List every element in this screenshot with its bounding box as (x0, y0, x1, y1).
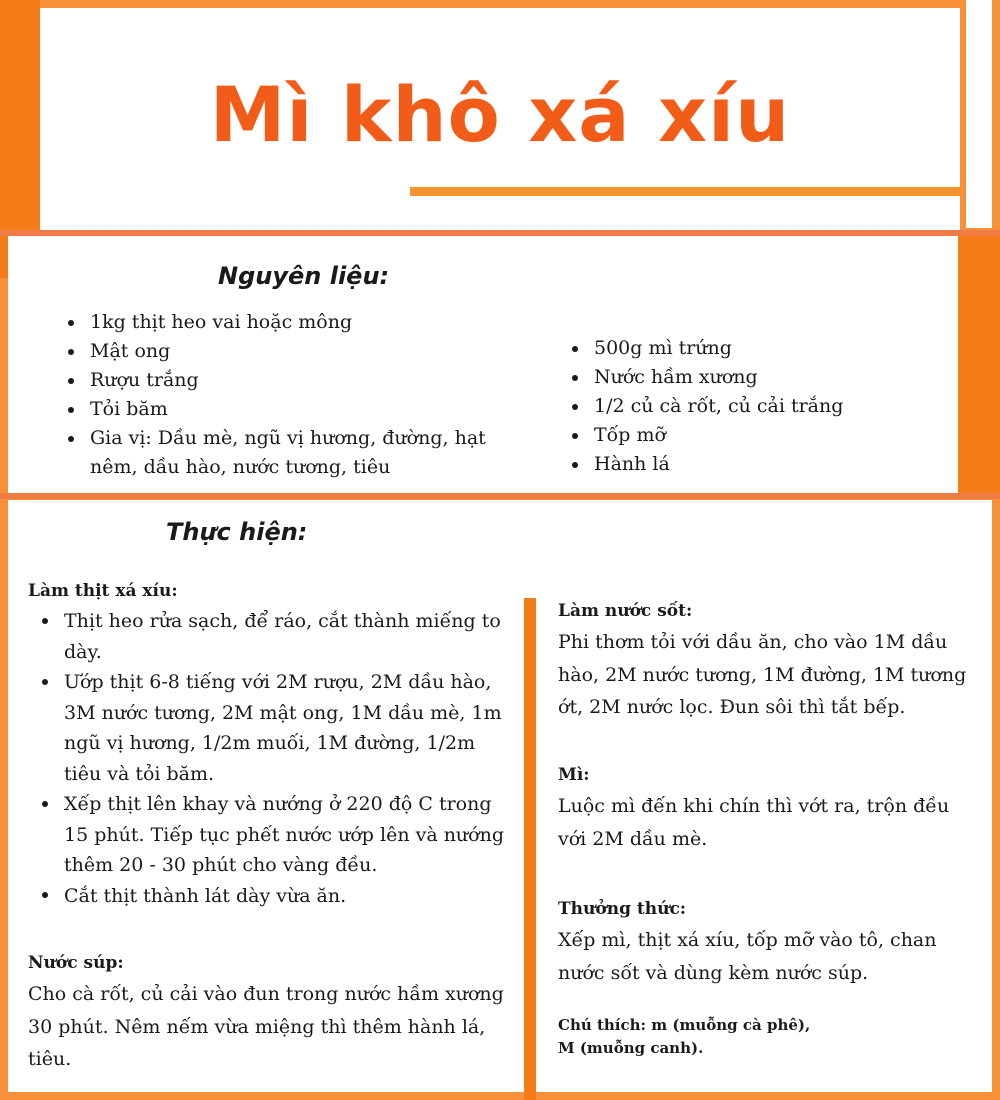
noodle-text: Luộc mì đến khi chín thì vớt ra, trộn đều với 2M dầu mè. (558, 795, 950, 850)
footnote-line: Chú thích: m (muỗng cà phê), (558, 1016, 811, 1034)
xaxiu-steps (38, 606, 518, 911)
ingredient-item: Nước hầm xương (568, 363, 948, 392)
ingredient-item: Hành lá (568, 450, 948, 479)
sauce-text: Phi thơm tỏi với dầu ăn, cho vào 1M dầu hào, 2M nước tương, 1M đường, 1M tương ớt, 2M nước lọc. Đun sôi thì tắt bếp. (558, 631, 967, 718)
ingredients-list-left (64, 308, 494, 482)
ingredient-item: Tốp mỡ (568, 421, 948, 450)
ingredient-item: 500g mì trứng (568, 334, 948, 363)
serve-text: Xếp mì, thịt xá xíu, tốp mỡ vào tô, chan nước sốt và dùng kèm nước súp. (558, 929, 937, 984)
ingredient-item: Rượu trắng (64, 366, 494, 395)
noodle-title: Mì: (558, 765, 590, 785)
soup-title: Nước súp: (28, 953, 124, 973)
decorative-right-bar (958, 236, 1000, 498)
serve-title: Thưởng thức: (558, 899, 687, 919)
step-item: Thịt heo rửa sạch, để ráo, cắt thành miếng to dày. (38, 606, 518, 667)
ingredients-heading: Nguyên liệu: (218, 262, 390, 290)
ingredient-item: Gia vị: Dầu mè, ngũ vị hương, đường, hạt nêm, dầu hào, nước tương, tiêu (64, 424, 494, 482)
footnote-line: M (muỗng canh). (558, 1039, 704, 1057)
ingredient-item: 1/2 củ cà rốt, củ cải trắng (568, 392, 948, 421)
decorative-right-strip (966, 0, 992, 228)
sauce-section (558, 596, 973, 724)
ingredient-item: Tỏi băm (64, 395, 494, 424)
title-underline (410, 187, 960, 196)
sauce-title: Làm nước sốt: (558, 601, 693, 621)
step-item: Cắt thịt thành lát dày vừa ăn. (38, 881, 518, 912)
ingredient-item: Mật ong (64, 337, 494, 366)
footnote (558, 1014, 973, 1060)
ingredients-list-right (568, 334, 948, 479)
ingredient-item: 1kg thịt heo vai hoặc mông (64, 308, 494, 337)
step-item: Ướp thịt 6-8 tiếng với 2M rượu, 2M dầu hào, 3M nước tương, 2M mật ong, 1M dầu mè, 1m ngũ vị hương, 1/2m muối, 1M đường, 1/2m tiêu và tỏi băm. (38, 667, 518, 789)
page-title: Mì khô xá xíu (209, 70, 791, 159)
xaxiu-title: Làm thịt xá xíu: (28, 581, 178, 601)
serve-section (558, 894, 973, 989)
method-heading: Thực hiện: (166, 518, 308, 546)
section-divider (0, 493, 1000, 499)
xaxiu-section (28, 576, 518, 911)
noodle-section (558, 760, 973, 855)
step-item: Xếp thịt lên khay và nướng ở 220 độ C trong 15 phút. Tiếp tục phết nước ướp lên và nướng thêm 20 - 30 phút cho vàng đều. (38, 789, 518, 881)
column-divider (524, 598, 536, 1100)
soup-section (28, 948, 518, 1076)
soup-text: Cho cà rốt, củ cải vào đun trong nước hầm xương 30 phút. Nêm nếm vừa miệng thì thêm hành lá, tiêu. (28, 983, 504, 1070)
